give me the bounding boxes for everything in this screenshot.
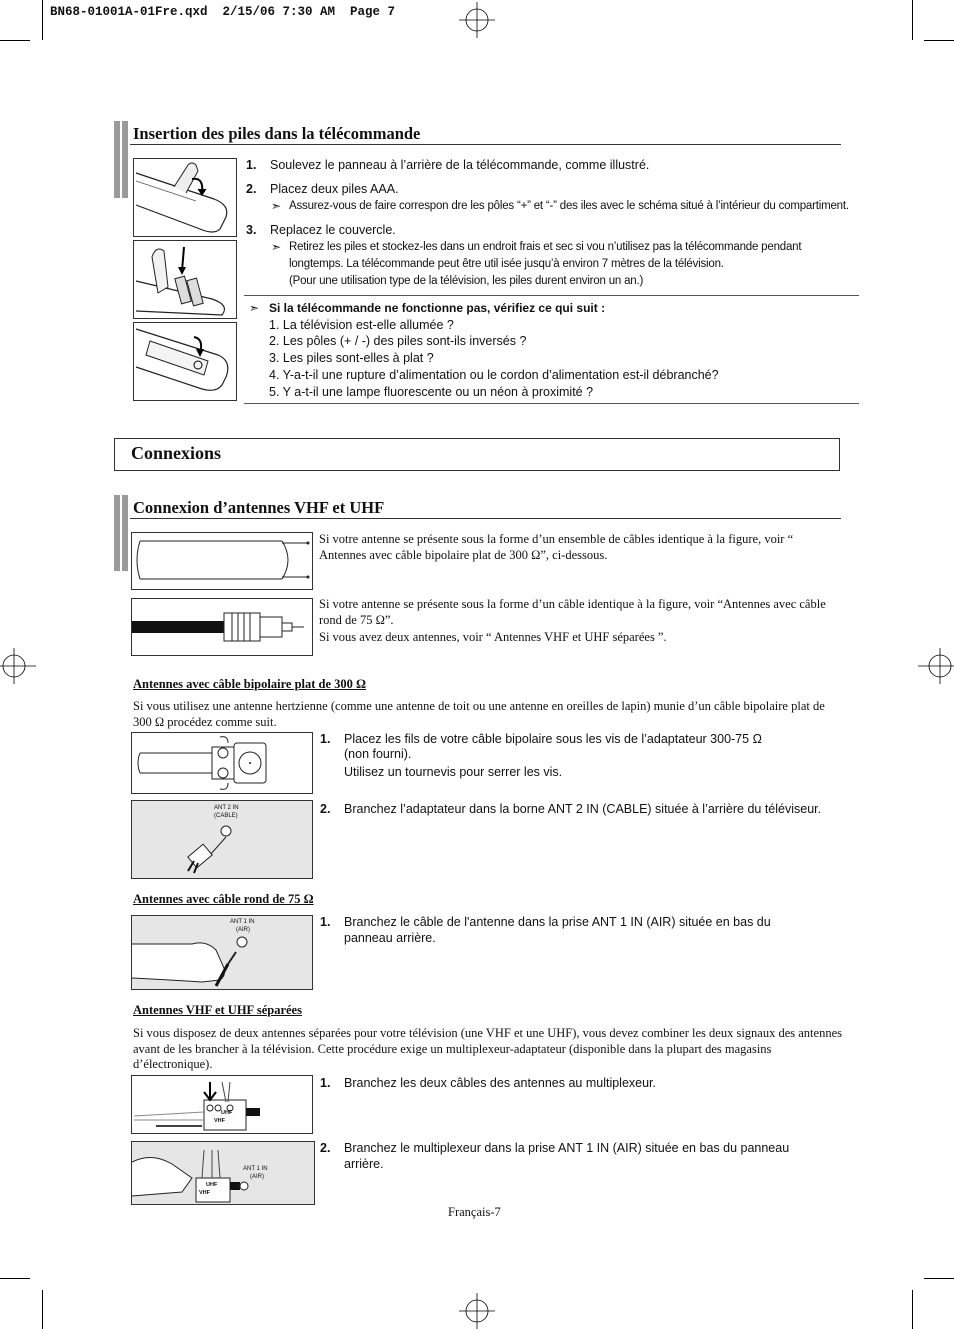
step-text: Placez les fils de votre câble bipolaire sous les vis de l’adaptateur 300-75 Ω [344,732,762,746]
crop-mark [0,1278,30,1279]
ant1-figure [131,915,313,990]
registration-mark-icon [918,648,954,684]
step-note-line: longtemps. La télécommande peut être util isée jusqu’à environ 7 mètres de la télévision. [289,258,724,270]
step-number: 2. [320,802,331,816]
multiplexer-ant1-figure [131,1141,315,1205]
step-number: 1. [320,1076,331,1090]
section-bar [122,495,128,571]
step-text: Branchez le multiplexeur dans la prise ANT 1 IN (AIR) située en bas du panneau arrière. [344,1141,790,1171]
step-text: Branchez l’adaptateur dans la borne ANT 2 IN (CABLE) située à l’arrière du téléviseur. [344,802,822,816]
uhf-label: UHF [221,1110,233,1116]
fig-label: (AIR) [250,1174,264,1180]
fig-label: ANT 2 IN [214,805,239,811]
subsection-title: Antennes VHF et UHF séparées [133,1003,302,1017]
multiplexer-figure [131,1075,313,1134]
trouble-title: Si la télécommande ne fonctionne pas, vérifiez ce qui suit : [269,301,606,315]
flat-cable-figure [131,532,313,590]
crop-mark [924,1278,954,1279]
fig-label: (CABLE) [214,813,238,819]
adapter-figure [131,732,313,794]
uhf-label: UHF [206,1182,218,1188]
fig-label: ANT 1 IN [230,919,255,925]
section-title: Connexion d’antennes VHF et UHF [133,498,385,517]
step-note-line: (Pour une utilisation type de la télévision, les piles durent environ un an.) [289,275,644,287]
step-text: Branchez le câble de l'antenne dans la prise ANT 1 IN (AIR) située en bas du panneau arrière. [344,915,771,945]
crop-mark [42,0,43,40]
fig-label: ANT 1 IN [243,1166,268,1172]
step-text: Utilisez un tournevis pour serrer les vis. [344,765,563,779]
remote-closed-figure [133,322,237,401]
section-title: Insertion des piles dans la télécommande [133,124,421,143]
trouble-rule-bottom [244,403,859,404]
fig-label: (AIR) [236,927,250,933]
remote-open-figure [133,158,237,237]
section-rule [130,144,841,145]
trouble-item: 4. Y-a-t-il une rupture d’alimentation ou le cordon d’alimentation est-il débranché? [269,368,719,382]
connexions-header-box [114,438,840,471]
arrow-note-icon: ➣ [249,301,260,315]
file-slug: BN68-01001A-01Fre.qxd 2/15/06 7:30 AM Page 7 [50,5,396,19]
registration-mark-icon [0,648,36,684]
crop-mark [912,1290,913,1329]
step-text: Placez deux piles AAA. [270,182,399,196]
step-text: Branchez les deux câbles des antennes au multiplexeur. [344,1076,656,1090]
crop-mark [0,40,30,41]
step-number: 1. [246,158,257,172]
section-bar [122,121,128,198]
trouble-rule-top [244,295,859,296]
step-number: 3. [246,223,257,237]
section-bar [114,121,120,198]
subsection-title: Antennes avec câble bipolaire plat de 300 Ω [133,677,367,691]
arrow-note-icon: ➣ [271,199,282,213]
crop-mark [924,40,954,41]
step-number: 1. [320,732,331,746]
subsection-desc: Si vous disposez de deux antennes séparées pour votre télévision (une VHF et une UHF), vous devez combiner les deux signaux des antennes avant de les brancher à la télévision. Cette procédure exige un multiplexeur-adaptateur (disponible dans la plupart des magasins d’électronique). [133,1026,842,1071]
page-number: Français-7 [448,1205,501,1219]
trouble-item: 3. Les piles sont-elles à plat ? [269,351,434,365]
trouble-item: 5. Y a-t-il une lampe fluorescente ou un néon à proximité ? [269,385,594,399]
crop-mark [42,1290,43,1329]
arrow-note-icon: ➣ [271,240,282,254]
round-cable-figure [131,598,313,656]
step-text: Soulevez le panneau à l’arrière de la télécommande, comme illustré. [270,158,650,172]
remote-batteries-figure [133,240,237,319]
vhf-label: VHF [214,1118,225,1124]
step-note: Assurez-vous de faire correspon dre les pôles “+” et “-” des iles avec le schéma situé à l’intérieur du compartiment. [289,200,849,212]
connexions-title: Connexions [131,443,222,463]
step-text: (non fourni). [344,747,412,761]
step-note-line: Retirez les piles et stockez-les dans un endroit frais et sec si vou n’utilisez pas la télécommande pendant [289,241,802,253]
subsection-desc: Si vous utilisez une antenne hertzienne (comme une antenne de toit ou une antenne en oreilles de lapin) munie d’un câble bipolaire plat de 300 Ω procédez comme suit. [133,699,825,729]
registration-mark-icon [459,2,495,38]
intro-text: Si vous avez deux antennes, voir “ Antennes VHF et UHF séparées ”. [319,630,667,644]
step-number: 2. [246,182,257,196]
ant2-figure [131,800,313,879]
trouble-item: 1. La télévision est-elle allumée ? [269,318,454,332]
trouble-item: 2. Les pôles (+ / -) des piles sont-ils inversés ? [269,334,527,348]
section-rule [130,518,841,519]
registration-mark-icon [459,1293,495,1329]
vhf-label: VHF [199,1190,210,1196]
section-bar [114,495,120,571]
intro-text: Si votre antenne se présente sous la forme d’un câble identique à la figure, voir “Antennes avec câble rond de 75 Ω”. [319,597,826,627]
crop-mark [912,0,913,40]
step-text: Replacez le couvercle. [270,223,396,237]
intro-text: Si votre antenne se présente sous la forme d’un ensemble de câbles identique à la figure, voir “ Antennes avec câble bipolaire plat de 300 Ω”, ci-dessous. [319,532,794,562]
subsection-title: Antennes avec câble rond de 75 Ω [133,892,314,906]
step-number: 2. [320,1141,331,1155]
step-number: 1. [320,915,331,929]
